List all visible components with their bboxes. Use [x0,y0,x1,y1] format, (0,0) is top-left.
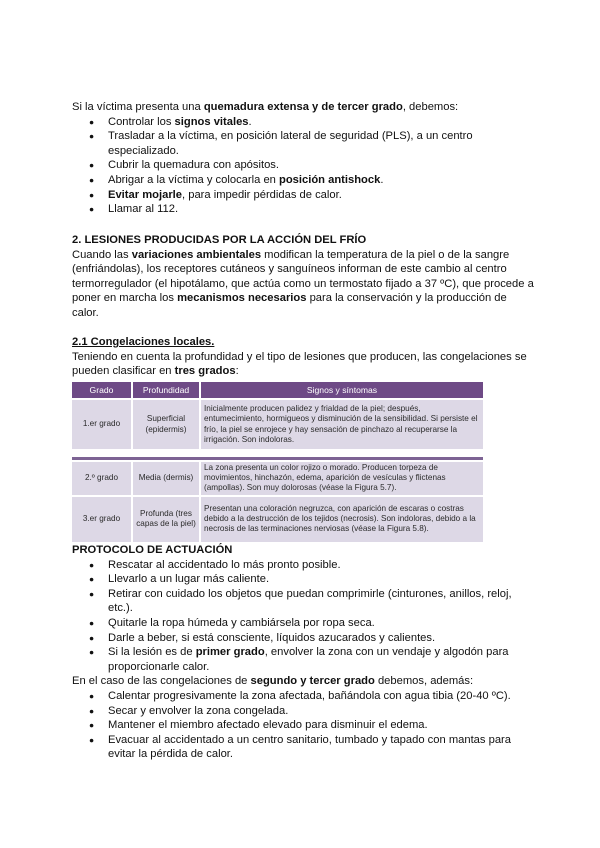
symptoms-cell: La zona presenta un color rojizo o morado. Producen torpeza de movimientos, hinchazón, edema, aparición de vesículas y flictenas (ampollas). Son muy dolorosas (véase la Figura 5.7). [200,461,483,496]
list-item: ● Rescatar al accidentado lo más pronto posible. [72,558,534,573]
table-row [72,399,483,449]
burn-intro: Si la víctima presenta una quemadura extensa y de tercer grado, debemos: [72,101,459,113]
frostbite-grades-table [72,382,483,542]
list-item: ● Cubrir la quemadura con apósitos. [72,158,532,173]
local-frostbite-section [72,335,534,379]
table-row [72,461,483,496]
symptoms-cell: Inicialmente producen palidez y frialdad de la piel; después, entumecimiento, hormigueos y disminución de la sensibilidad. Si persiste el frío, la piel se enrojece y hay sensación de pinchazo al recuperarse la irrigación. Son indoloras. [200,399,483,449]
depth-cell: Media (dermis) [132,461,200,496]
list-item: ● Darle a beber, si está consciente, líquidos azucarados y calientes. [72,631,534,646]
cold-injuries-section [72,233,534,321]
protocol-heading: PROTOCOLO DE ACTUACIÓN [72,544,233,556]
list-item: ● Secar y envolver la zona congelada. [72,704,534,719]
table-header-row [72,382,483,399]
protocol-paragraph: En el caso de las congelaciones de segundo y tercer grado debemos, además: [72,675,474,688]
list-item: ● Si la lesión es de primer grado, envolver la zona con un vendaje y algodón para proporcionarle calor. [72,645,534,674]
depth-cell: Profunda (tres capas de la piel) [132,496,200,542]
grade-cell: 2.º grado [72,461,132,496]
list-item: ● Mantener el miembro afectado elevado para disminuir el edema. [72,718,534,733]
column-header: Profundidad [132,382,200,399]
column-header: Signos y síntomas [200,382,483,399]
list-item: ● Calentar progresivamente la zona afectada, bañándola con agua tibia (20-40 ºC). [72,689,534,704]
list-item: ● Evitar mojarle, para impedir pérdidas de calor. [72,188,532,203]
list-item: ● Abrigar a la víctima y colocarla en posición antishock. [72,173,532,188]
list-item: ● Evacuar al accidentado a un centro sanitario, tumbado y tapado con mantas para evitar la pérdida de calor. [72,733,534,762]
column-header: Grado [72,382,132,399]
subsection-heading: 2.1 Congelaciones locales. [72,336,215,348]
section-heading: 2. LESIONES PRODUCIDAS POR LA ACCIÓN DEL FRÍO [72,234,367,246]
list-item: ● Llevarlo a un lugar más caliente. [72,572,534,587]
table-row [72,496,483,542]
symptoms-cell: Presentan una coloración negruzca, con aparición de escaras o costras debido a la destrucción de los tejidos (necrosis). Son indoloras, debido a la necrosis de las terminaciones nerviosas (véase la Figura 5.8). [200,496,483,542]
list-item: ● Quitarle la ropa húmeda y cambiársela por ropa seca. [72,616,534,631]
subsection-paragraph: Teniendo en cuenta la profundidad y el tipo de lesiones que producen, las congelaciones se pueden clasificar en tres grados: [72,350,527,378]
depth-cell: Superficial (epidermis) [132,399,200,449]
burn-section [72,100,532,217]
grade-cell: 3.er grado [72,496,132,542]
list-item: ● Controlar los signos vitales. [72,115,532,130]
protocol-section [72,543,534,762]
list-item: ● Trasladar a la víctima, en posición lateral de seguridad (PLS), a un centro especializado. [72,129,532,158]
grade-cell: 1.er grado [72,399,132,449]
burn-list [72,115,532,217]
list-item: ● Llamar al 112. [72,202,532,217]
section-paragraph: Cuando las variaciones ambientales modifican la temperatura de la piel o de la sangre (enfriándolas), los receptores cutáneos y sanguíneos informan de este cambio al centro termorregulador (el hipotálamo, que actúa como un termostato fijado a 37 ºC), que procede a poner en marcha los mecanismos necesarios para la conservación y la producción de calor. [72,248,534,319]
protocol-list-2 [72,689,534,762]
protocol-list [72,558,534,675]
list-item: ● Retirar con cuidado los objetos que puedan comprimirle (cinturones, anillos, reloj, etc.). [72,587,534,616]
